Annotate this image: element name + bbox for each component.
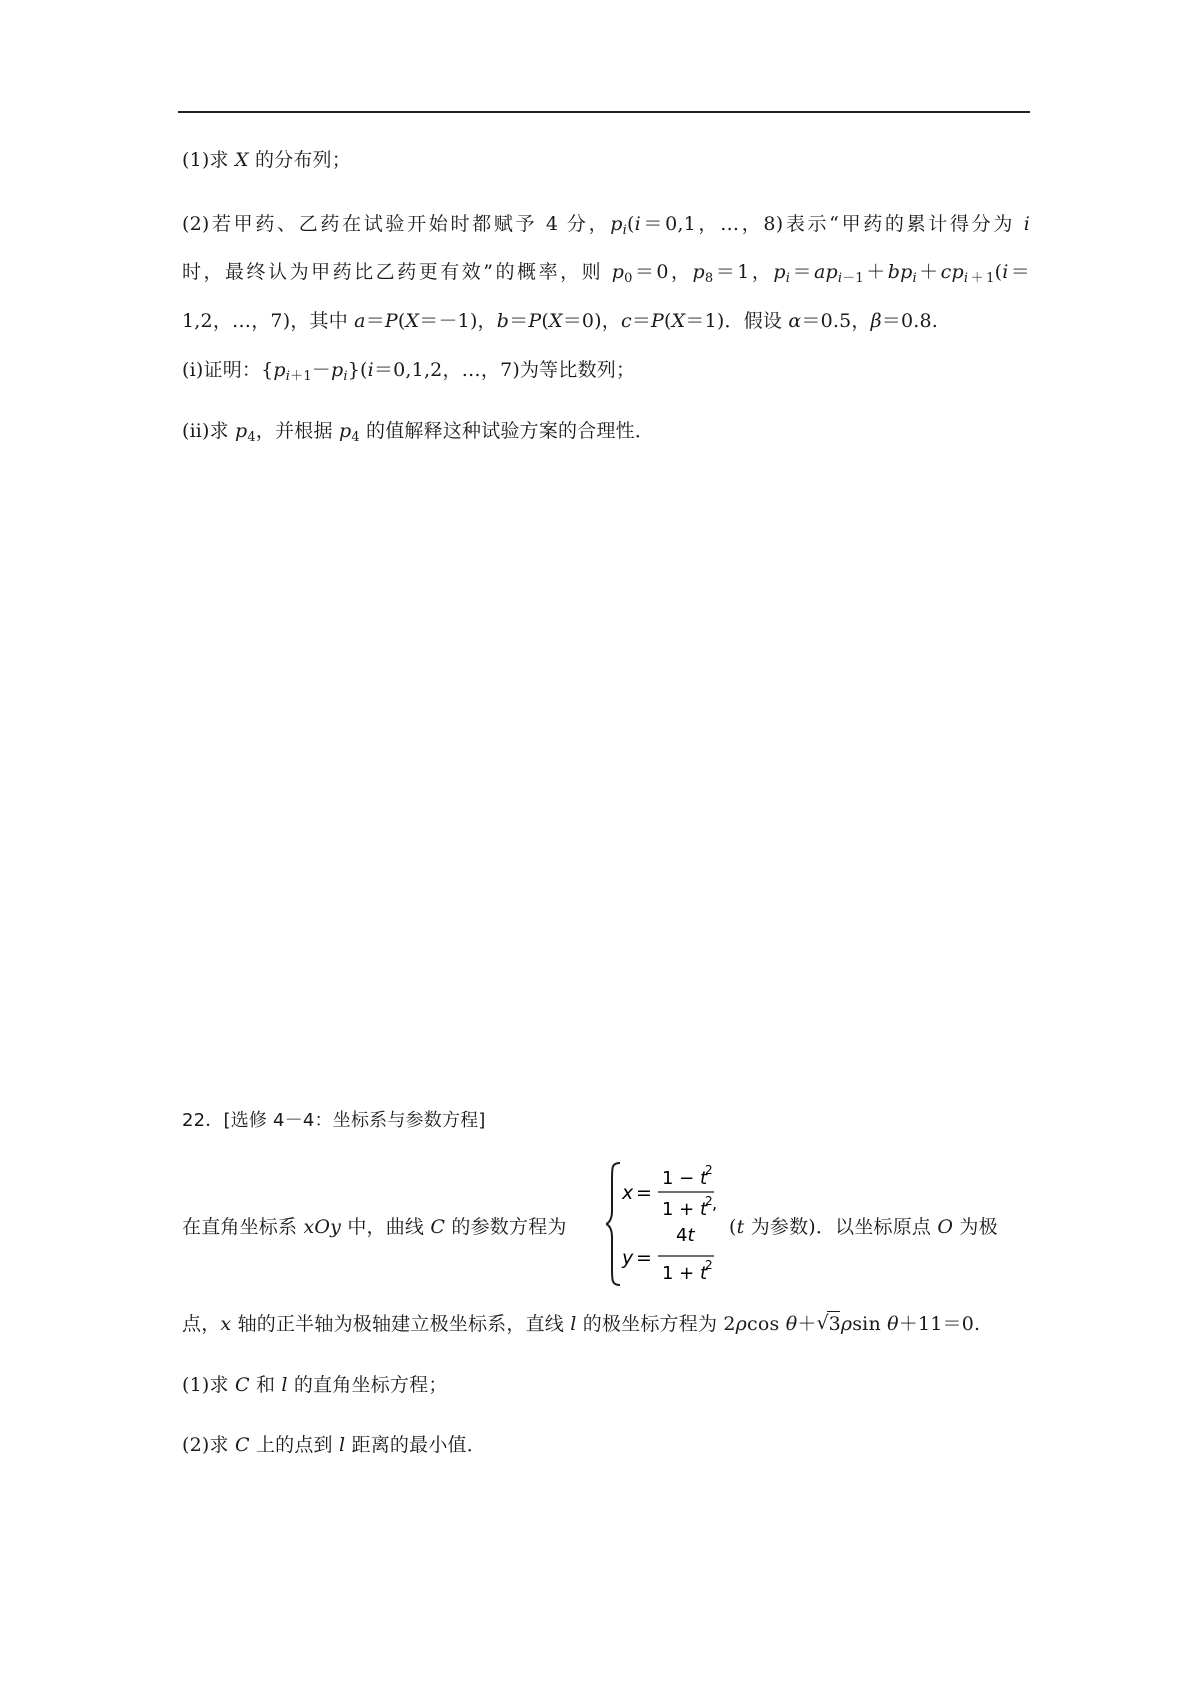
eq-x-eq: = — [636, 1182, 652, 1204]
q22-heading: 22．[选修 4－4：坐标系与参数方程] — [182, 1110, 486, 1131]
eq-x-den-exp: 2 — [705, 1194, 713, 1208]
q21-part2-line3: 1,2，…，7)，其中 a＝P(X＝－1)，b＝P(X＝0)，c＝P(X＝1)．假设 α＝0.5，β＝0.8. — [182, 310, 939, 332]
q21-sub-ii: (ⅱ)求 $p_4$，并根据 $p_4$ 的值解释这种试验方案的合理性． — [182, 420, 655, 445]
q21-part2-line2: 时，最终认为甲药比乙药更有效”的概率，则 $p_0=0$，$p_8=1$，$p_i=ap_{i-1}+bp_i+cp_{i+1}(i=$ — [182, 261, 1030, 286]
header-rule — [178, 111, 1030, 113]
eq-y-den: 1 + t — [662, 1263, 708, 1284]
eq-y-eq: = — [636, 1247, 652, 1269]
eq-x-den: 1 + t — [662, 1199, 708, 1220]
eq-x-num: 1 − t — [662, 1168, 708, 1189]
q22-part1: (1)求 C 和 l 的直角坐标方程； — [182, 1374, 448, 1396]
q22-part2: (2)求 C 上的点到 l 距离的最小值． — [182, 1434, 486, 1456]
eq-x-num-exp: 2 — [705, 1163, 713, 1177]
parametric-equation — [606, 1159, 726, 1289]
q22-intro-after: (t 为参数)．以坐标原点 O 为极 — [729, 1216, 998, 1238]
q21-part1: (1)求 X 的分布列； — [182, 149, 351, 171]
eq-y-den-exp: 2 — [705, 1258, 713, 1272]
sqrt-3: √ 3 — [816, 1312, 841, 1335]
eq-y-lhs-var: y — [622, 1247, 634, 1269]
q22-line2: 点，x 轴的正半轴为极轴建立极坐标系，直线 l 的极坐标方程为 2ρcos θ＋ √ 3ρsin θ＋11＝0. — [182, 1310, 980, 1338]
q22-intro-before: 在直角坐标系 xOy 中，曲线 C 的参数方程为 — [182, 1216, 567, 1238]
eq-x-comma: , — [712, 1194, 718, 1213]
q21-sub-i: (ⅰ)证明：$\{p_{i+1}-p_i\}(i=0,1,2$，…，7)为等比数列； — [182, 359, 636, 384]
eq-y-num: 4t — [676, 1225, 695, 1246]
q21-part2-line1: (2)若甲药、乙药在试验开始时都赋予 4 分，$p_i(i=0,1$，…，8)表示“甲药的累计得分为 i — [182, 213, 1031, 238]
eq-x-lhs-var: x — [622, 1182, 634, 1204]
